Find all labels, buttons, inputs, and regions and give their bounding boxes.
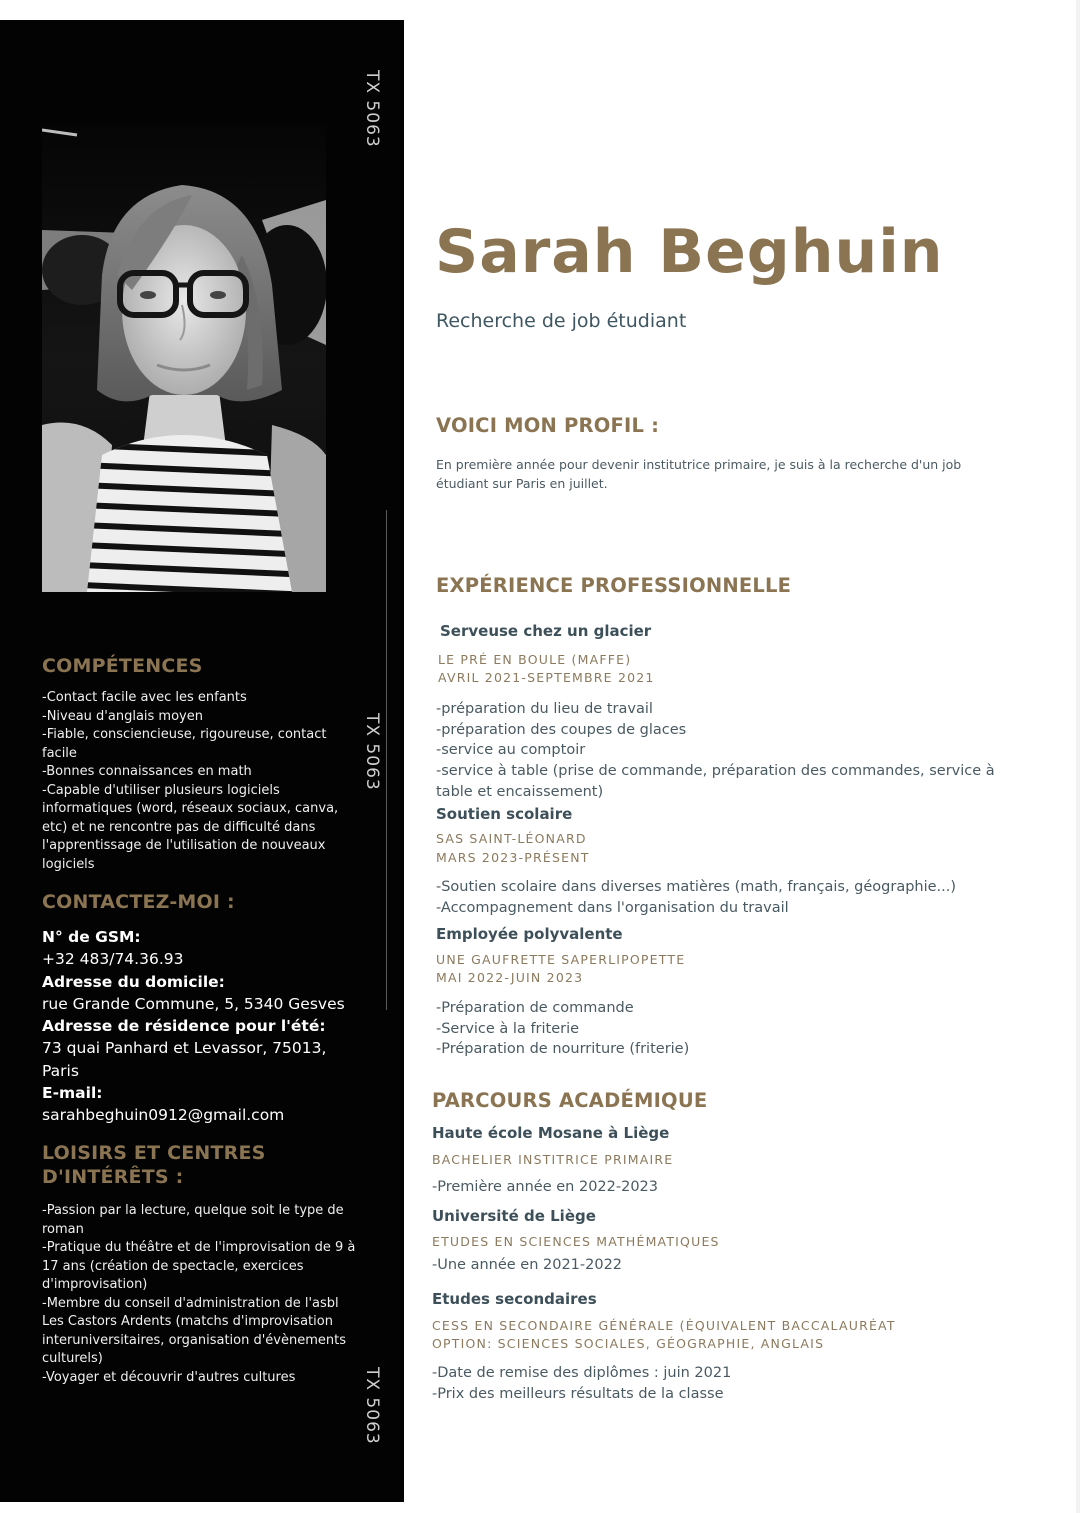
school-name: Université de Liège (432, 1207, 596, 1225)
job-company: UNE GAUFRETTE SAPERLIPOPETTE (436, 952, 686, 967)
hobbies-heading (42, 1141, 266, 1189)
summer-address-label: Adresse de résidence pour l'été: (42, 1017, 326, 1036)
job-title: Soutien scolaire (436, 805, 573, 823)
film-strip-line (386, 510, 387, 1010)
job-tasks (436, 877, 1016, 918)
profile-text: En première année pour devenir institutrice primaire, je suis à la recherche d'un job étudiant sur Paris en juillet. (436, 457, 962, 491)
skill-item: -Contact facile avec les enfants (42, 690, 247, 705)
education-detail: -Date de remise des diplômes : juin 2021 (432, 1365, 732, 1381)
film-strip-code-middle: TX 5063 (362, 713, 382, 791)
skill-item: -Niveau d'anglais moyen (42, 708, 203, 724)
job-period: MAI 2022-JUIN 2023 (436, 970, 584, 985)
skill-item: -Capable d'utiliser plusieurs logiciels informatiques (word, réseaux sociaux, canva, etc) et ne rencontre pas de difficulté dans l'apprentissage de l'utilisation de nouveaux logiciels (42, 782, 339, 872)
job-title: Employée polyvalente (436, 925, 623, 943)
job-task: -Accompagnement dans l'organisation du travail (436, 899, 789, 916)
email-value[interactable]: sarahbeghuin0912@gmail.com (42, 1106, 285, 1125)
hobby-item: -Passion par la lecture, quelque soit le type de roman (42, 1203, 344, 1237)
home-address-label: Adresse du domicile: (42, 972, 225, 991)
education-detail: -Une année en 2021-2022 (432, 1257, 623, 1273)
education-details (432, 1363, 1012, 1404)
page-edge (1076, 0, 1080, 1513)
skills-heading: COMPÉTENCES (42, 655, 203, 677)
education-detail: -Première année en 2022-2023 (432, 1179, 659, 1195)
profile-photo (42, 125, 326, 592)
degree-line2: OPTION: SCIENCES SOCIALES, GÉOGRAPHIE, ANGLAIS (432, 1336, 825, 1351)
job-task: -service à table (prise de commande, préparation des commandes, service à table et encaissement) (436, 763, 995, 800)
education-detail: -Prix des meilleurs résultats de la classe (432, 1385, 724, 1402)
contact-heading: CONTACTEZ-MOI : (42, 891, 235, 913)
job-task: -Préparation de nourriture (friterie) (436, 1041, 690, 1058)
hobbies-list (42, 1202, 356, 1387)
school-name: Etudes secondaires (432, 1290, 597, 1308)
person-name: Sarah Beghuin (435, 217, 944, 287)
film-strip-code-bottom: TX 5063 (362, 1367, 382, 1445)
job-task: -Préparation de commande (436, 1000, 634, 1016)
job-task: -préparation du lieu de travail (436, 701, 653, 717)
education-heading: PARCOURS ACADÉMIQUE (432, 1089, 708, 1112)
job-task: -service au comptoir (436, 742, 586, 759)
skill-item: -Bonnes connaissances en math (42, 764, 252, 779)
skill-item: -Fiable, consciencieuse, rigoureuse, contact facile (42, 727, 327, 761)
sidebar-panel (0, 20, 404, 1502)
job-task: -préparation des coupes de glaces (436, 721, 687, 738)
person-tagline: Recherche de job étudiant (436, 310, 687, 332)
phone-value: +32 483/74.36.93 (42, 950, 184, 969)
hobbies-heading-line1: LOISIRS ET CENTRES (42, 1142, 266, 1164)
job-period: AVRIL 2021-SEPTEMBRE 2021 (438, 670, 655, 685)
email-label: E-mail: (42, 1084, 103, 1103)
degree: BACHELIER INSTITRICE PRIMAIRE (432, 1152, 674, 1167)
school-name: Haute école Mosane à Liège (432, 1124, 670, 1142)
job-company: LE PRÉ EN BOULE (MAFFE) (438, 652, 632, 667)
job-task: -Service à la friterie (436, 1020, 580, 1037)
job-task: -Soutien scolaire dans diverses matières (math, français, géographie...) (436, 879, 957, 895)
contact-block (42, 926, 362, 1127)
job-title: Serveuse chez un glacier (440, 622, 652, 640)
degree-line1: CESS EN SECONDAIRE GÉNÉRALE (ÉQUIVALENT BACCALAURÉAT (432, 1318, 896, 1333)
hobby-item: -Voyager et découvrir d'autres cultures (42, 1369, 296, 1385)
degree: ETUDES EN SCIENCES MATHÉMATIQUES (432, 1234, 720, 1249)
film-strip-code-top: TX 5063 (362, 70, 382, 148)
profile-heading: VOICI MON PROFIL : (436, 414, 660, 437)
job-tasks (436, 998, 1016, 1060)
skills-list (42, 689, 354, 874)
summer-address-value: 73 quai Panhard et Levassor, 75013, Paris (42, 1039, 327, 1080)
portrait-image (42, 125, 326, 592)
hobbies-heading-line2: D'INTÉRÊTS : (42, 1166, 184, 1188)
hobby-item: -Pratique du théâtre et de l'improvisation de 9 à 17 ans (création de spectacle, exercices d'improvisation) (42, 1240, 356, 1292)
job-period: MARS 2023-PRÉSENT (436, 850, 590, 865)
experience-heading: EXPÉRIENCE PROFESSIONNELLE (436, 574, 792, 597)
job-tasks (436, 699, 1016, 803)
job-company: SAS SAINT-LÉONARD (436, 831, 587, 846)
phone-label: N° de GSM: (42, 928, 141, 946)
hobby-item: -Membre du conseil d'administration de l'asbl Les Castors Ardents (matchs d'improvisation interuniversitaires, organisation d'évènements culturels) (42, 1295, 347, 1366)
home-address-value: rue Grande Commune, 5, 5340 Gesves (42, 994, 345, 1013)
